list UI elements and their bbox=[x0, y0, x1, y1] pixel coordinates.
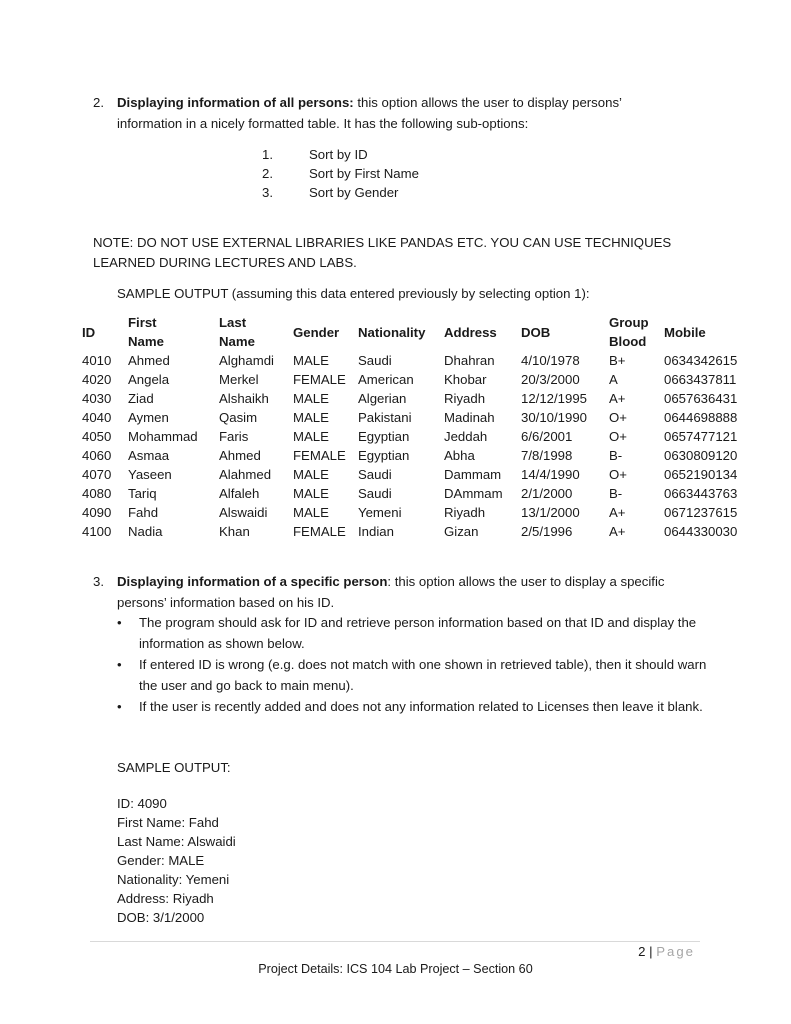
suboption-number: 2. bbox=[262, 166, 273, 181]
header-mobile: Mobile bbox=[664, 324, 706, 340]
table-row bbox=[82, 370, 754, 389]
note-line2: LEARNED DURING LECTURES AND LABS. bbox=[93, 255, 357, 270]
cell-first-name: Ahmed bbox=[128, 353, 170, 368]
cell-address: Gizan bbox=[444, 524, 479, 539]
cell-address: DAmmam bbox=[444, 486, 503, 501]
cell-first-name: Aymen bbox=[128, 410, 169, 425]
bullet-icon: • bbox=[117, 657, 122, 672]
sample-output-label: SAMPLE OUTPUT: bbox=[117, 760, 231, 775]
cell-mobile: 0657636431 bbox=[664, 391, 738, 406]
cell-nationality: Saudi bbox=[358, 486, 392, 501]
cell-address: Dhahran bbox=[444, 353, 495, 368]
cell-last-name: Alshaikh bbox=[219, 391, 269, 406]
detail-id: ID: 4090 bbox=[117, 796, 167, 811]
bullet-item-blank-licenses bbox=[117, 696, 707, 717]
cell-first-name: Yaseen bbox=[128, 467, 172, 482]
section-3-text-line1: : this option allows the user to display a specific bbox=[387, 574, 665, 589]
detail-address: Address: Riyadh bbox=[117, 891, 214, 906]
persons-table-body bbox=[82, 351, 754, 541]
bullet-item-retrieve bbox=[117, 612, 707, 654]
cell-group-blood: A+ bbox=[609, 524, 626, 539]
cell-last-name: Khan bbox=[219, 524, 250, 539]
header-id: ID bbox=[82, 324, 96, 340]
cell-group-blood: B- bbox=[609, 486, 623, 501]
requirements-bullet-list bbox=[117, 612, 707, 717]
cell-mobile: 0652190134 bbox=[664, 467, 738, 482]
footer-project-details: Project Details: ICS 104 Lab Project – Section 60 bbox=[258, 962, 533, 976]
section-2-text-line2: information in a nicely formatted table. It has the following sub-options: bbox=[117, 116, 529, 131]
cell-gender: MALE bbox=[293, 467, 329, 482]
cell-address: Dammam bbox=[444, 467, 502, 482]
cell-dob: 12/12/1995 bbox=[521, 391, 588, 406]
table-row bbox=[82, 351, 754, 370]
bullet-text: The program should ask for ID and retrieve person information based on that ID and display the information as shown below. bbox=[139, 615, 697, 651]
cell-id: 4020 bbox=[82, 372, 112, 387]
suboption-sort-by-first-name bbox=[262, 164, 419, 183]
cell-mobile: 0671237615 bbox=[664, 505, 738, 520]
cell-gender: FEMALE bbox=[293, 524, 346, 539]
cell-gender: MALE bbox=[293, 410, 329, 425]
cell-address: Abha bbox=[444, 448, 475, 463]
cell-gender: MALE bbox=[293, 391, 329, 406]
detail-first-name: First Name: Fahd bbox=[117, 815, 219, 830]
note-line1: NOTE: DO NOT USE EXTERNAL LIBRARIES LIKE PANDAS ETC. YOU CAN USE TECHNIQUES bbox=[93, 235, 672, 250]
section-2-number: 2. bbox=[93, 95, 104, 110]
cell-id: 4070 bbox=[82, 467, 112, 482]
cell-id: 4040 bbox=[82, 410, 112, 425]
cell-group-blood: O+ bbox=[609, 467, 627, 482]
cell-id: 4080 bbox=[82, 486, 112, 501]
cell-first-name: Mohammad bbox=[128, 429, 198, 444]
suboption-number: 3. bbox=[262, 185, 273, 200]
cell-nationality: Algerian bbox=[358, 391, 407, 406]
sort-suboptions-list bbox=[262, 145, 419, 202]
cell-address: Riyadh bbox=[444, 391, 486, 406]
section-3-number: 3. bbox=[93, 574, 104, 589]
cell-dob: 6/6/2001 bbox=[521, 429, 573, 444]
cell-group-blood: A+ bbox=[609, 391, 626, 406]
suboption-label: Sort by ID bbox=[309, 147, 368, 162]
cell-address: Jeddah bbox=[444, 429, 488, 444]
cell-nationality: Indian bbox=[358, 524, 394, 539]
cell-mobile: 0663437811 bbox=[664, 372, 737, 387]
cell-nationality: Saudi bbox=[358, 353, 392, 368]
bullet-text: If entered ID is wrong (e.g. does not match with one shown in retrieved table), then it should warn the user and go back to main menu). bbox=[139, 657, 707, 693]
table-row bbox=[82, 465, 754, 484]
cell-dob: 13/1/2000 bbox=[521, 505, 580, 520]
cell-gender: MALE bbox=[293, 429, 329, 444]
cell-dob: 7/8/1998 bbox=[521, 448, 573, 463]
bullet-icon: • bbox=[117, 615, 122, 630]
header-last-name: Last Name bbox=[219, 315, 255, 349]
cell-nationality: Yemeni bbox=[358, 505, 402, 520]
cell-nationality: Saudi bbox=[358, 467, 392, 482]
cell-id: 4090 bbox=[82, 505, 112, 520]
cell-first-name: Angela bbox=[128, 372, 170, 387]
persons-table bbox=[82, 313, 754, 541]
page-number-value: 2 bbox=[638, 944, 646, 959]
section-2-text-line1: this option allows the user to display persons’ bbox=[353, 95, 622, 110]
cell-id: 4050 bbox=[82, 429, 112, 444]
bullet-text: If the user is recently added and does not any information related to Licenses then leave it blank. bbox=[139, 699, 703, 714]
cell-dob: 14/4/1990 bbox=[521, 467, 580, 482]
cell-id: 4010 bbox=[82, 353, 112, 368]
cell-group-blood: O+ bbox=[609, 410, 627, 425]
bullet-item-wrong-id bbox=[117, 654, 707, 696]
detail-dob: DOB: 3/1/2000 bbox=[117, 910, 205, 925]
header-first-name: First Name bbox=[128, 315, 164, 349]
cell-dob: 30/10/1990 bbox=[521, 410, 588, 425]
suboption-label: Sort by Gender bbox=[309, 185, 399, 200]
cell-mobile: 0663443763 bbox=[664, 486, 738, 501]
cell-mobile: 0644330030 bbox=[664, 524, 738, 539]
cell-gender: FEMALE bbox=[293, 372, 346, 387]
cell-mobile: 0644698888 bbox=[664, 410, 738, 425]
header-group-blood: Group Blood bbox=[609, 315, 649, 349]
cell-last-name: Alfaleh bbox=[219, 486, 260, 501]
cell-last-name: Alahmed bbox=[219, 467, 272, 482]
table-row bbox=[82, 389, 754, 408]
cell-address: Madinah bbox=[444, 410, 495, 425]
cell-id: 4100 bbox=[82, 524, 112, 539]
cell-gender: MALE bbox=[293, 505, 329, 520]
cell-nationality: Egyptian bbox=[358, 448, 410, 463]
detail-nationality: Nationality: Yemeni bbox=[117, 872, 230, 887]
cell-address: Khobar bbox=[444, 372, 487, 387]
page-word: Page bbox=[656, 944, 695, 959]
cell-nationality: Egyptian bbox=[358, 429, 410, 444]
header-nationality: Nationality bbox=[358, 324, 426, 340]
cell-id: 4030 bbox=[82, 391, 112, 406]
cell-mobile: 0657477121 bbox=[664, 429, 738, 444]
suboption-number: 1. bbox=[262, 147, 273, 162]
cell-gender: MALE bbox=[293, 353, 329, 368]
table-row bbox=[82, 484, 754, 503]
cell-nationality: American bbox=[358, 372, 414, 387]
header-dob: DOB bbox=[521, 324, 551, 340]
header-address: Address bbox=[444, 324, 497, 340]
cell-dob: 20/3/2000 bbox=[521, 372, 580, 387]
detail-gender: Gender: MALE bbox=[117, 853, 205, 868]
cell-last-name: Alghamdi bbox=[219, 353, 274, 368]
cell-id: 4060 bbox=[82, 448, 112, 463]
bullet-icon: • bbox=[117, 699, 122, 714]
section-2-heading bbox=[117, 93, 622, 113]
cell-dob: 4/10/1978 bbox=[521, 353, 580, 368]
section-3-text-line2: persons’ information based on his ID. bbox=[117, 595, 335, 610]
cell-group-blood: B- bbox=[609, 448, 623, 463]
cell-group-blood: A+ bbox=[609, 505, 626, 520]
header-gender: Gender bbox=[293, 324, 340, 340]
section-2-title: Displaying information of all persons: bbox=[117, 95, 354, 110]
cell-last-name: Alswaidi bbox=[219, 505, 268, 520]
cell-dob: 2/5/1996 bbox=[521, 524, 573, 539]
cell-mobile: 0634342615 bbox=[664, 353, 738, 368]
cell-first-name: Asmaa bbox=[128, 448, 170, 463]
table-header-row bbox=[82, 313, 754, 351]
suboption-label: Sort by First Name bbox=[309, 166, 419, 181]
cell-first-name: Tariq bbox=[128, 486, 157, 501]
cell-dob: 2/1/2000 bbox=[521, 486, 573, 501]
cell-last-name: Ahmed bbox=[219, 448, 261, 463]
footer-divider bbox=[90, 941, 700, 942]
cell-first-name: Nadia bbox=[128, 524, 163, 539]
section-3-title: Displaying information of a specific person bbox=[117, 574, 388, 589]
table-row bbox=[82, 427, 754, 446]
cell-group-blood: A bbox=[609, 372, 618, 387]
cell-nationality: Pakistani bbox=[358, 410, 412, 425]
cell-last-name: Merkel bbox=[219, 372, 259, 387]
suboption-sort-by-gender bbox=[262, 183, 419, 202]
cell-address: Riyadh bbox=[444, 505, 486, 520]
table-row bbox=[82, 446, 754, 465]
person-detail-output bbox=[117, 794, 236, 927]
table-row bbox=[82, 522, 754, 541]
cell-gender: FEMALE bbox=[293, 448, 346, 463]
section-3-heading bbox=[117, 572, 664, 592]
table-row bbox=[82, 408, 754, 427]
page-number bbox=[638, 943, 695, 961]
cell-mobile: 0630809120 bbox=[664, 448, 738, 463]
cell-last-name: Qasim bbox=[219, 410, 258, 425]
sample-output-caption: SAMPLE OUTPUT (assuming this data entered previously by selecting option 1): bbox=[117, 286, 590, 301]
cell-group-blood: B+ bbox=[609, 353, 626, 368]
cell-gender: MALE bbox=[293, 486, 329, 501]
cell-first-name: Fahd bbox=[128, 505, 159, 520]
suboption-sort-by-id bbox=[262, 145, 419, 164]
page-number-separator: | bbox=[649, 944, 653, 959]
cell-first-name: Ziad bbox=[128, 391, 154, 406]
table-row bbox=[82, 503, 754, 522]
cell-group-blood: O+ bbox=[609, 429, 627, 444]
detail-last-name: Last Name: Alswaidi bbox=[117, 834, 236, 849]
cell-last-name: Faris bbox=[219, 429, 249, 444]
